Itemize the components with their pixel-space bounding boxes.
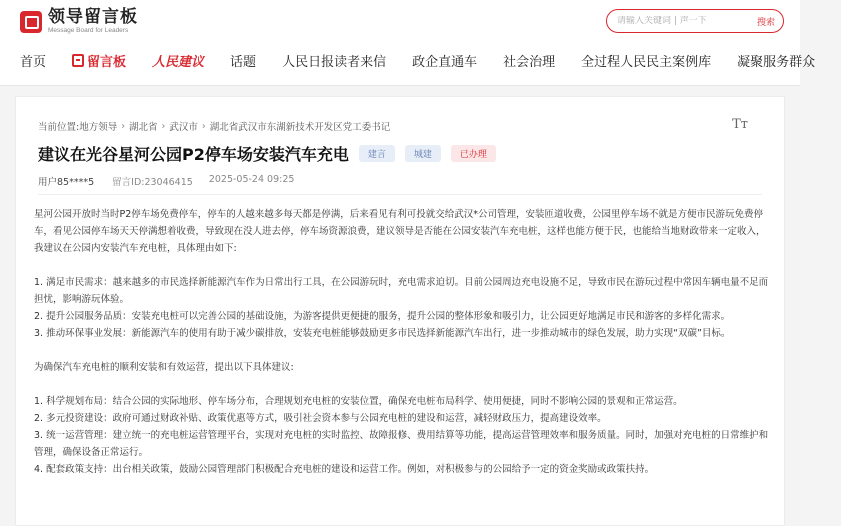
paragraph-gap: [34, 257, 770, 274]
nav-item-gov-enterprise[interactable]: 政企直通车: [412, 54, 478, 70]
search-input[interactable]: [617, 16, 757, 26]
content-paragraph: 1. 科学规划布局：结合公园的实际地形、停车场分布，合理规划充电桩的安装位置，确保充电桩布局科学、使用便捷，同时不影响公园的景观和正常运营。: [34, 396, 683, 407]
message-id: 留言ID:23046415: [112, 177, 193, 188]
paragraph-gap: [34, 342, 770, 359]
breadcrumb-prefix: 当前位置:: [38, 122, 80, 133]
main-nav: [20, 49, 841, 71]
content-paragraph: 3. 推动环保事业发展：新能源汽车的使用有助于减少碳排放，安装充电桩能够鼓励更多市民选择新能源汽车出行，进一步推动城市的绿色发展，助力实现“双碳”目标。: [34, 328, 731, 339]
content-paragraph: 1. 满足市民需求：越来越多的市民选择新能源汽车作为日常出行工具，在公园游玩时，充电需求迫切。目前公园周边充电设施不足，导致市民在游玩过程中常因车辆电量不足而担忧，影响游玩体验。: [34, 277, 769, 305]
nav-item-social-governance[interactable]: 社会治理: [503, 54, 556, 70]
message-board-logo-icon: [20, 11, 42, 33]
logo-text: [48, 8, 138, 35]
breadcrumb-item[interactable]: 地方领导: [79, 122, 118, 133]
post-title: 建议在光谷星河公园P2停车场安装汽车充电: [38, 145, 349, 164]
breadcrumb-item[interactable]: 武汉市: [169, 122, 198, 133]
post-meta: [38, 174, 294, 188]
content-paragraph: 星河公园开放时当时P2停车场免费停车，停车的人越来越多每天都是停满，后来看见有利可投就交给武汉*公司管理，安装匝道收费，公园里停车场不就是方便市民游玩免费停车，看见公园停车场天天停满想着收费，导致现在没人进去停，停车场资源浪费，建议领导是否能在公园安装汽车充电桩，这样也能方便于民，也能给当地财政带来一定收入，我建议在公园内安装汽车充电桩，具体理由如下:: [34, 209, 766, 254]
chevron-right-icon: ›: [121, 120, 126, 132]
tag-suggestion: 建言: [359, 145, 395, 162]
nav-item-home[interactable]: 首页: [20, 54, 47, 70]
nav-item-readers-letters[interactable]: 人民日报读者来信: [282, 54, 387, 70]
content-paragraph: 为确保汽车充电桩的顺利安装和有效运营，提出以下具体建议:: [34, 362, 294, 373]
font-size-icon[interactable]: Tт: [732, 117, 748, 132]
chevron-right-icon: ›: [161, 120, 166, 132]
nav-item-serve-masses[interactable]: 凝聚服务群众: [737, 54, 816, 70]
message-board-icon: [72, 54, 84, 67]
search-button[interactable]: 搜索: [756, 17, 775, 28]
nav-item-message-board-label: 留言板: [87, 54, 127, 70]
content-paragraph: 3. 统一运营管理：建立统一的充电桩运营管理平台，实现对充电桩的实时监控、故障报修、费用结算等功能，提高运营管理效率和服务质量。同时，加强对充电桩的日常维护和管理，确保设备正常运行。: [34, 430, 769, 458]
post-card: [15, 96, 785, 526]
logo-title: 领导留言板: [48, 7, 138, 27]
tag-urban-construction: 城建: [405, 145, 441, 162]
site-logo[interactable]: [20, 8, 138, 35]
post-date: 2025-05-24 09:25: [208, 174, 295, 185]
post-content: [34, 206, 770, 478]
post-author: 用户85****5: [38, 177, 95, 188]
search-box: [606, 9, 784, 33]
nav-item-message-board[interactable]: [72, 51, 126, 70]
nav-item-topics[interactable]: 话题: [230, 54, 257, 70]
paragraph-gap: [34, 376, 770, 393]
breadcrumb: [38, 119, 390, 133]
content-paragraph: 2. 提升公园服务品质：安装充电桩可以完善公园的基础设施，为游客提供更便捷的服务，提升公园的整体形象和吸引力，让公园更好地满足市民和游客的多样化需求。: [34, 311, 731, 322]
divider: [38, 194, 762, 195]
top-header: [0, 0, 816, 86]
content-paragraph: 4. 配套政策支持：出台相关政策，鼓励公园管理部门积极配合充电桩的建设和运营工作。例如，对积极参与的公园给予一定的资金奖励或政策扶持。: [34, 464, 655, 475]
logo-subtitle: Message Board for Leaders: [48, 27, 129, 34]
chevron-right-icon: ›: [201, 120, 206, 132]
nav-item-democracy-cases[interactable]: 全过程人民民主案例库: [581, 54, 712, 70]
nav-item-peoples-suggestions[interactable]: 人民建议: [152, 54, 205, 70]
title-row: [38, 142, 496, 165]
status-badge: 已办理: [451, 145, 496, 162]
content-paragraph: 2. 多元投资建设：政府可通过财政补贴、政策优惠等方式，吸引社会资本参与公园充电桩的建设和运营，减轻财政压力，提高建设效率。: [34, 413, 607, 424]
breadcrumb-item[interactable]: 湖北省: [129, 122, 158, 133]
breadcrumb-item[interactable]: 湖北省武汉市东湖新技术开发区党工委书记: [209, 122, 391, 133]
